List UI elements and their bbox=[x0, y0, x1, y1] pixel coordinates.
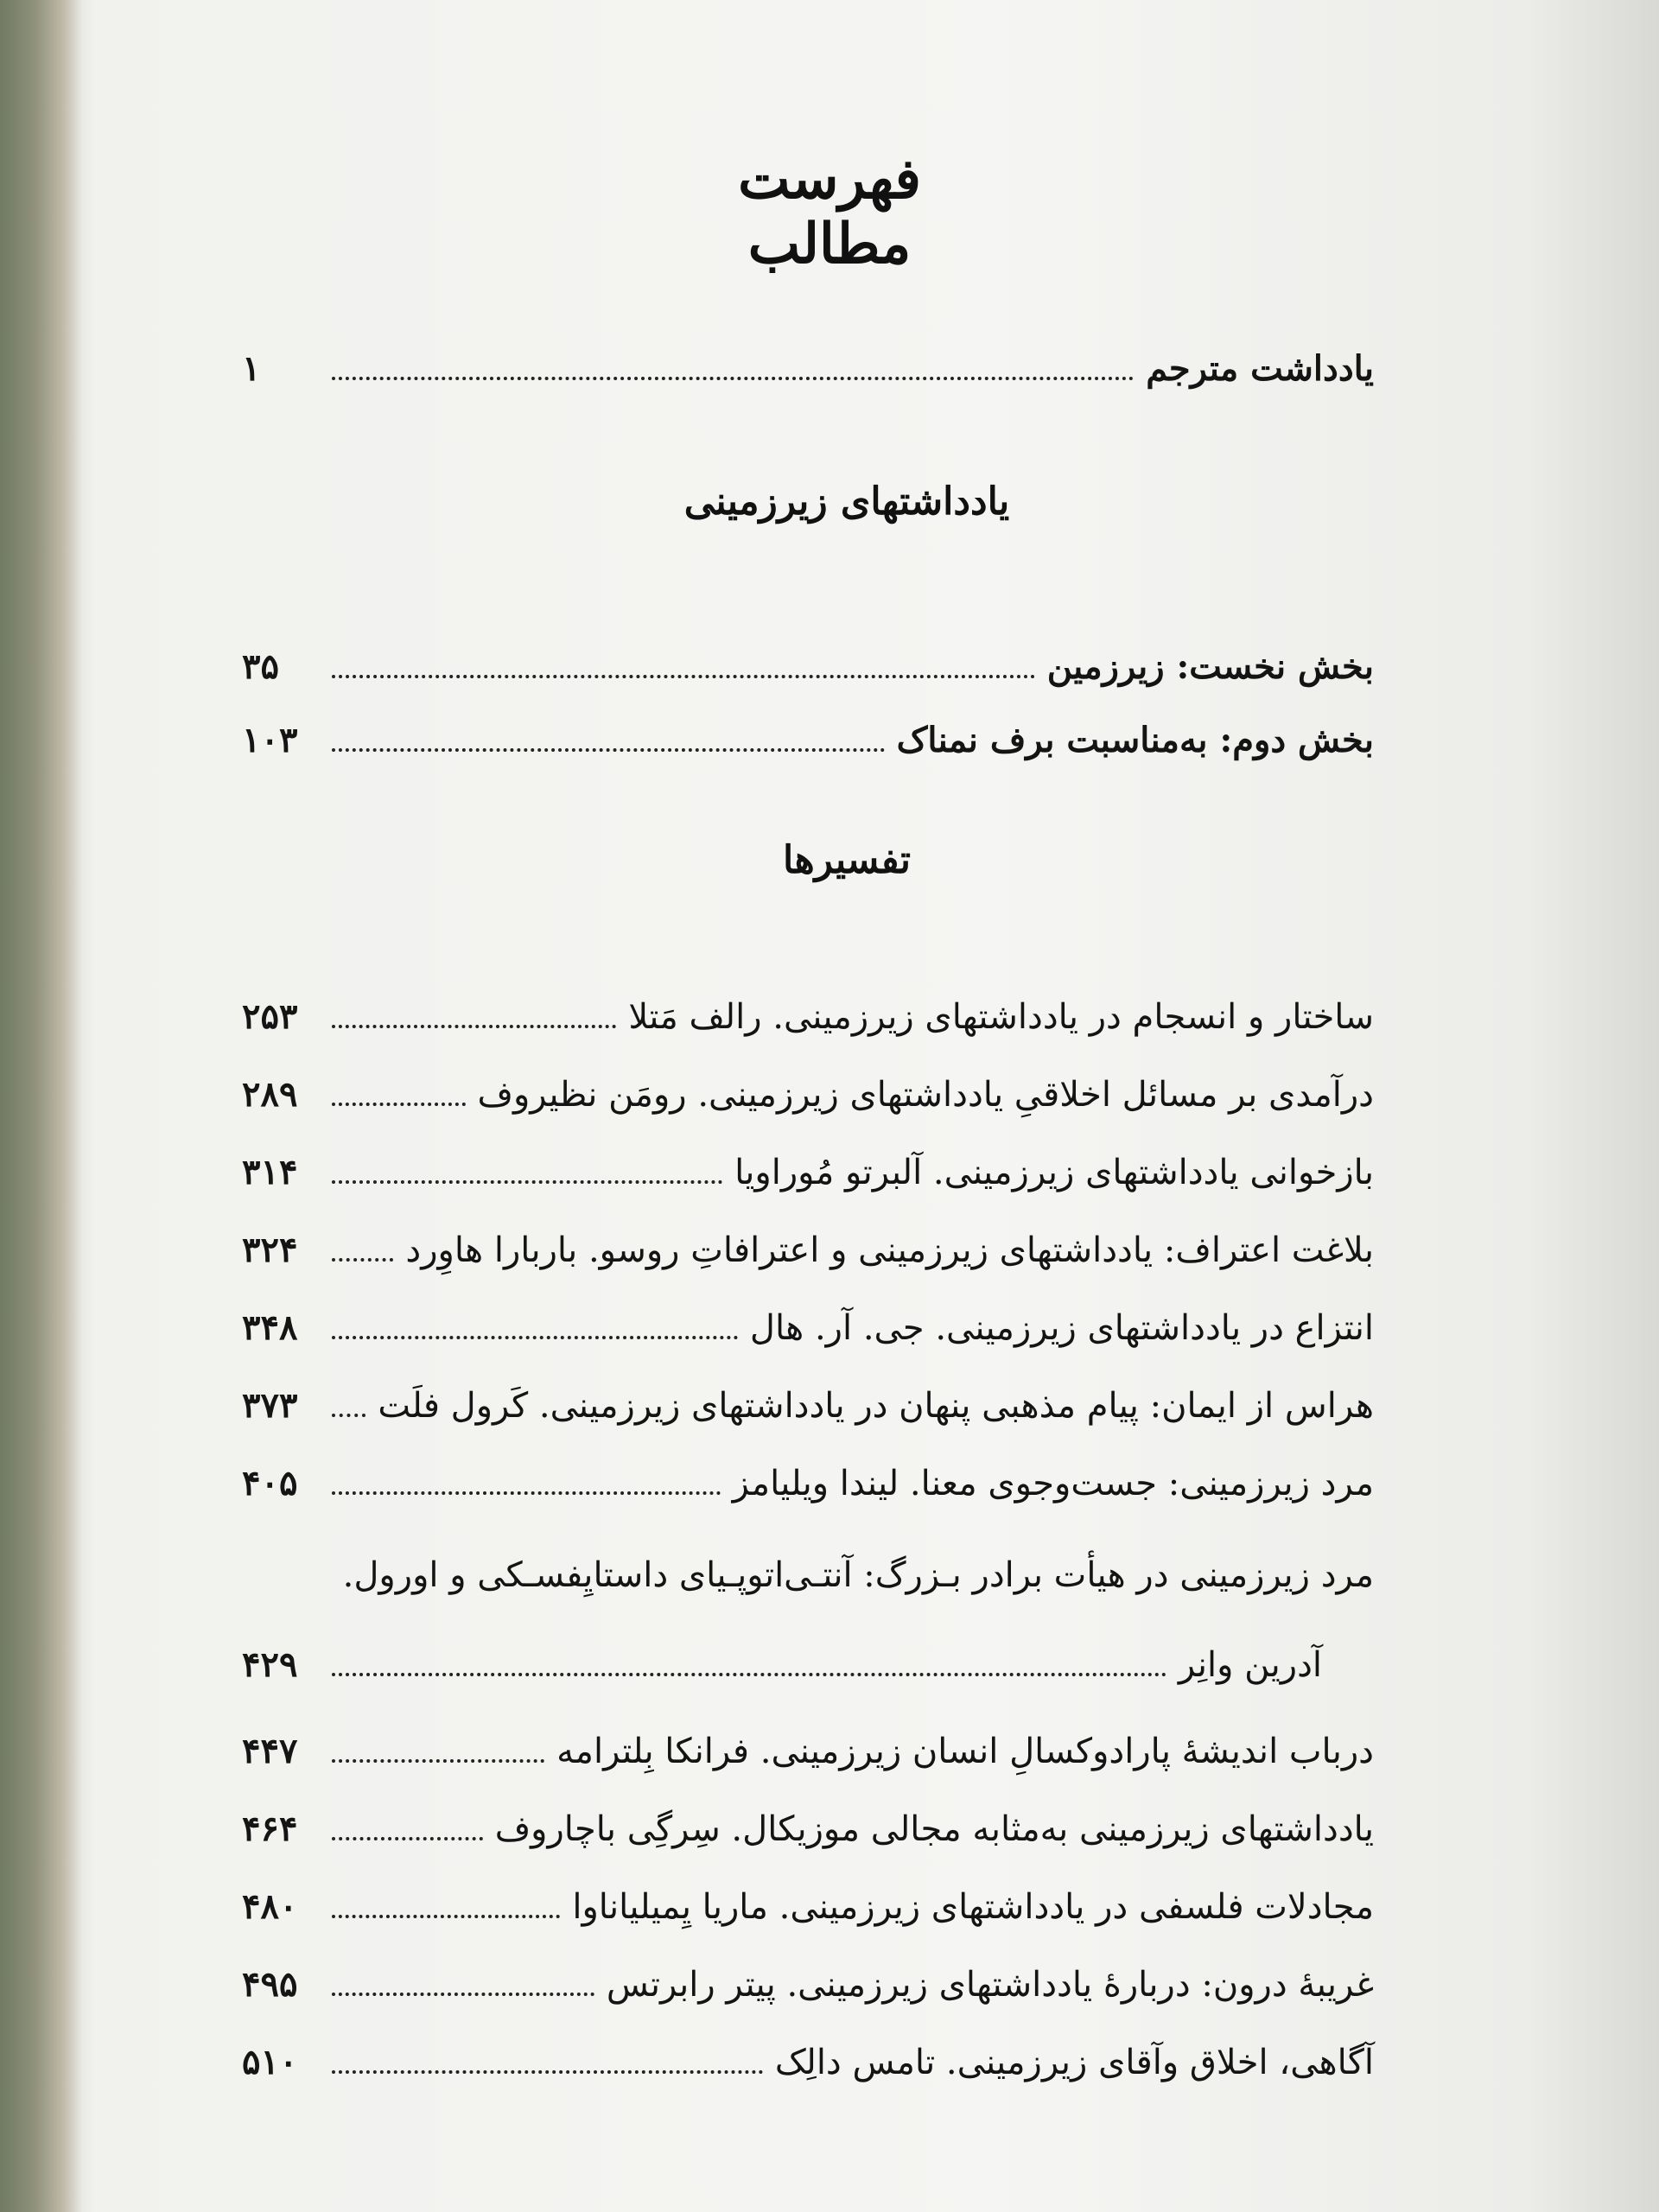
toc-entry bbox=[242, 1374, 1374, 1426]
toc-entry-label: هراس از ایمان: پیام مذهبی پنهان در یادداشتهای زیرزمینی. کَرول فلَت bbox=[378, 1386, 1374, 1426]
toc-entry-page: ۲۵۳ bbox=[242, 996, 298, 1037]
toc-entry-label-continued: آدرین وانِر bbox=[1178, 1645, 1322, 1685]
toc-entry-page: ۳۱۴ bbox=[242, 1152, 298, 1192]
toc-entry-label: بلاغت اعتراف: یادداشتهای زیرزمینی و اعترافاتِ روسو. باربارا هاوِرد bbox=[405, 1230, 1374, 1270]
toc-entry-label: درآمدی بر مسائل اخلاقیِ یادداشتهای زیرزمینی. رومَن نظیروف bbox=[477, 1075, 1374, 1115]
dot-leader bbox=[332, 675, 1035, 678]
section-heading-interpretations: تفسیرها bbox=[783, 838, 911, 882]
toc-entry-page: ۴۴۷ bbox=[242, 1731, 298, 1771]
toc-entry bbox=[242, 1953, 1374, 2005]
dot-leader bbox=[332, 377, 1134, 380]
page-title: فهرست مطالب bbox=[738, 147, 921, 276]
toc-entry bbox=[242, 709, 1374, 760]
toc-entry-label: انتزاع در یادداشتهای زیرزمینی. جی. آر. هال bbox=[749, 1308, 1374, 1348]
toc-entry bbox=[242, 1797, 1374, 1849]
dot-leader bbox=[332, 1673, 1166, 1676]
toc-entry-label: بخش دوم: به‌مناسبت برف نمناک bbox=[896, 720, 1374, 760]
dot-leader bbox=[332, 1414, 365, 1417]
dot-leader bbox=[332, 748, 885, 752]
toc-entry-label: مرد زیرزمینی: جست‌وجوی معنا. لیندا ویلیامز bbox=[732, 1464, 1374, 1503]
toc-entry-page: ۳۷۳ bbox=[242, 1385, 298, 1426]
toc-entry-page: ۱ bbox=[242, 348, 261, 389]
dot-leader bbox=[332, 1025, 616, 1028]
toc-entry bbox=[242, 1218, 1374, 1270]
toc-entry-label: یادداشت مترجم bbox=[1146, 348, 1374, 389]
toc-entry bbox=[242, 635, 1374, 687]
toc-entry-page: ۴۹۵ bbox=[242, 1964, 298, 2005]
toc-entry-page: ۲۸۹ bbox=[242, 1074, 298, 1115]
toc-entry-page: ۴۸۰ bbox=[242, 1886, 298, 1927]
section-heading-main: یادداشتهای زیرزمینی bbox=[683, 480, 1010, 524]
toc-entry-page: ۳۴۸ bbox=[242, 1307, 298, 1348]
toc-entry-label: یادداشتهای زیرزمینی به‌مثابه مجالی موزیکال. سِرگِی باچاروف bbox=[494, 1809, 1374, 1849]
toc-entry-label: مرد زیرزمینی در هیأت برادر بـزرگ: آنتـی‌اتوپـیای داستایِفسـکی و اورول. bbox=[342, 1555, 1374, 1595]
toc-entry-label: بازخوانی یادداشتهای زیرزمینی. آلبرتو مُوراویا bbox=[734, 1153, 1374, 1192]
toc-entry-page: ۴۶۴ bbox=[242, 1808, 298, 1849]
toc-entry-page: ۳۵ bbox=[242, 646, 279, 687]
toc-entry-label: درباب اندیشهٔ پارادوکسالِ انسان زیرزمینی. فرانکا بِلترامه bbox=[556, 1732, 1374, 1771]
dot-leader bbox=[332, 1491, 721, 1495]
toc-entry bbox=[242, 1063, 1374, 1115]
toc-entry bbox=[242, 1141, 1374, 1192]
toc-entry bbox=[242, 2031, 1374, 2082]
toc-entry-label: بخش نخست: زیرزمین bbox=[1046, 646, 1374, 687]
toc-entry-page: ۴۲۹ bbox=[242, 1644, 298, 1685]
toc-entry bbox=[242, 1452, 1374, 1503]
dot-leader bbox=[332, 1915, 560, 1918]
toc-entry-translator-note bbox=[242, 337, 1374, 389]
toc-entry-label: غریبهٔ درون: دربارهٔ یادداشتهای زیرزمینی. پیتر رابرتس bbox=[606, 1965, 1374, 2005]
toc-entry bbox=[242, 1296, 1374, 1348]
book-page bbox=[69, 0, 1659, 2212]
toc-entry-label: آگاهی، اخلاق وآقای زیرزمینی. تامس دالِک bbox=[774, 2043, 1374, 2082]
toc-entry bbox=[242, 985, 1374, 1037]
toc-entry-label: ساختار و انسجام در یادداشتهای زیرزمینی. رالف مَتلا bbox=[628, 997, 1374, 1037]
toc-entry-page: ۵۱۰ bbox=[242, 2042, 298, 2082]
toc-entry bbox=[242, 1875, 1374, 1927]
dot-leader bbox=[332, 1258, 393, 1262]
dot-leader bbox=[332, 1759, 544, 1763]
toc-entry-page: ۴۰۵ bbox=[242, 1463, 298, 1503]
dot-leader bbox=[332, 1336, 738, 1339]
toc-entry bbox=[242, 1633, 1374, 1685]
toc-entry-page: ۱۰۳ bbox=[242, 720, 298, 760]
dot-leader bbox=[332, 2070, 763, 2074]
toc-entry-label: مجادلات فلسفی در یادداشتهای زیرزمینی. ماریا یِمیلیاناوا bbox=[572, 1887, 1374, 1927]
dot-leader bbox=[332, 1837, 483, 1840]
dot-leader bbox=[332, 1180, 722, 1184]
toc-entry bbox=[242, 1719, 1374, 1771]
toc-entry-page: ۳۲۴ bbox=[242, 1230, 298, 1270]
dot-leader bbox=[332, 1103, 466, 1106]
dot-leader bbox=[332, 1993, 594, 1996]
